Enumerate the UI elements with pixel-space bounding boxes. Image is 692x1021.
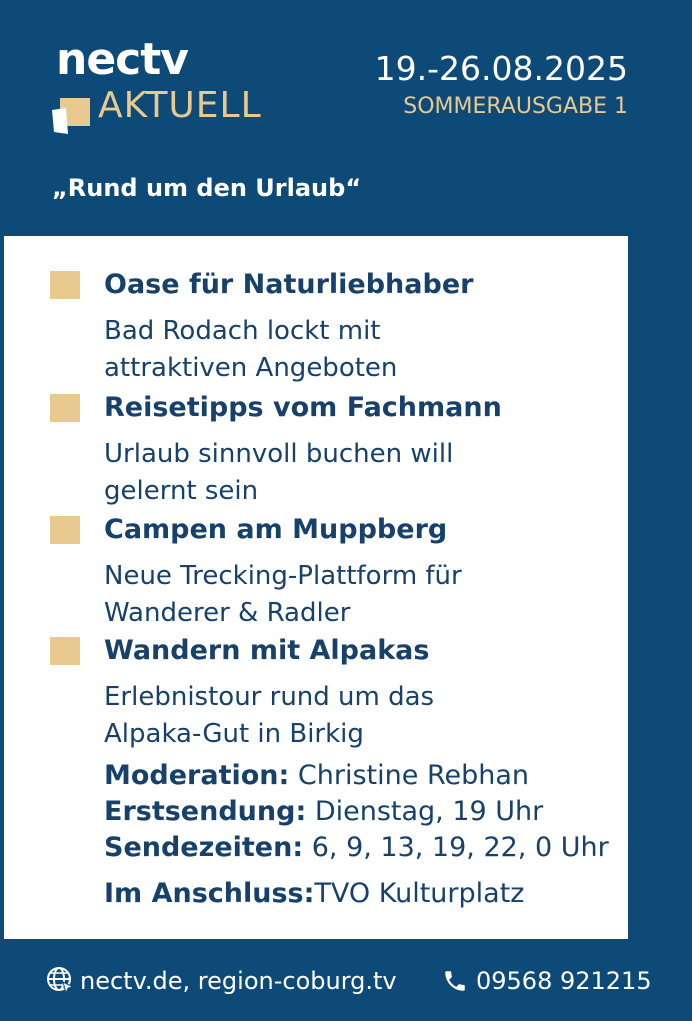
topic-description-line: Bad Rodach lockt mit [104,316,381,346]
brand-sub: AKTUELL [98,85,262,126]
topic-description [104,436,453,510]
topic-title: Oase für Naturliebhaber [104,269,474,300]
broadcast-info [104,758,609,912]
phone-icon [442,968,468,994]
phone-number[interactable]: 09568 921215 [476,967,652,995]
topic-description-line: Urlaub sinnvoll buchen will [104,439,454,469]
moderation-value: Christine Rebhan [289,760,530,791]
bullet-square-icon [50,637,80,665]
anschluss-value: TVO Kulturplatz [314,878,525,909]
edition-label: SOMMERAUSGABE 1 [403,94,628,119]
date-range: 19.-26.08.2025 [374,49,628,88]
topic-description-line: Alpaka-Gut in Birkig [104,719,364,749]
topic-description-line: attraktiven Angeboten [104,353,398,383]
sendezeiten-row [104,830,609,866]
erstsendung-row [104,794,609,830]
topic-title: Wandern mit Alpakas [104,635,430,666]
footer [0,962,692,1002]
header [0,0,692,236]
brand-logo: nectv [56,34,188,85]
bullet-square-icon [50,394,80,422]
topic-description [104,558,462,632]
website-link[interactable]: nectv.de, region-coburg.tv [80,967,397,995]
erstsendung-value: Dienstag, 19 Uhr [306,796,544,827]
sendezeiten-value: 6, 9, 13, 19, 22, 0 Uhr [303,832,609,863]
erstsendung-label: Erstsendung: [104,796,307,827]
bullet-square-icon [50,516,80,544]
anschluss-label: Im Anschluss: [104,878,315,909]
topic-title: Campen am Muppberg [104,514,448,545]
content-panel [4,236,628,939]
topic-title: Reisetipps vom Fachmann [104,392,502,423]
moderation-row [104,758,609,794]
anschluss-row [104,876,609,912]
topic-description-line: gelernt sein [104,476,259,506]
topic-description-line: Erlebnistour rund um das [104,682,435,712]
bullet-square-icon [50,271,80,299]
topic-description-line: Wanderer & Radler [104,598,351,628]
page-headline: „Rund um den Urlaub“ [52,174,362,202]
topic-description-line: Neue Trecking-Plattform für [104,561,462,591]
globe-icon [46,966,74,994]
topic-description [104,313,397,387]
logo-square-icon [52,96,92,134]
sendezeiten-label: Sendezeiten: [104,832,304,863]
topic-description [104,679,434,753]
moderation-label: Moderation: [104,760,290,791]
